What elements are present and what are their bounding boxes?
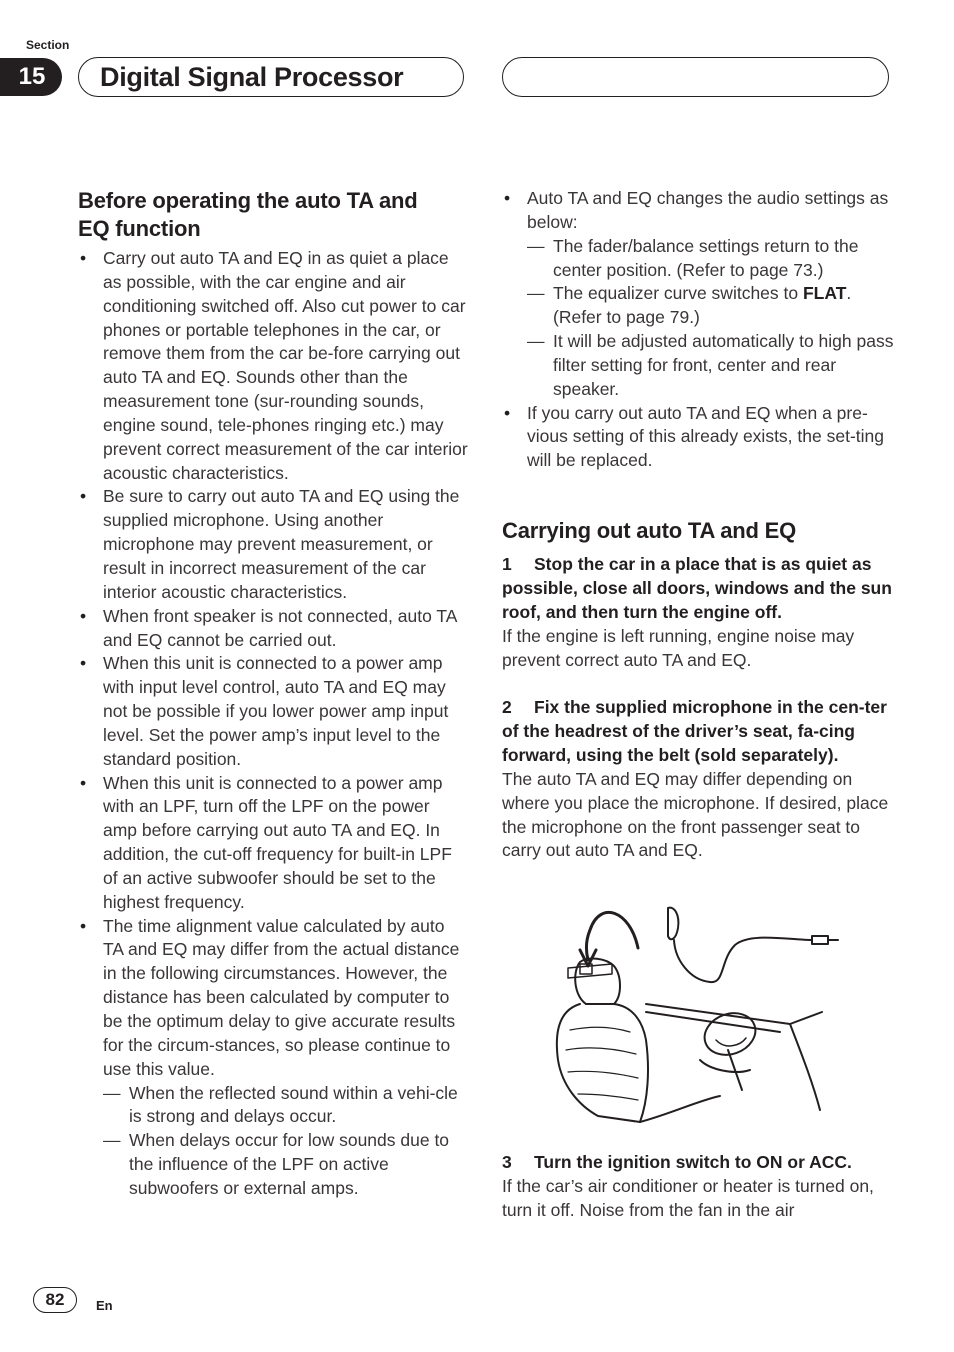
sub-list-item: — It will be adjusted automatically to high pass filter setting for front, center and rear speaker. [527, 331, 894, 399]
step-3-block [502, 1151, 894, 1223]
step-body: The auto TA and EQ may differ depending on where you place the microphone. If desired, place the microphone on the front passenger seat to carry out auto TA and EQ. [502, 768, 889, 861]
sub-list-text: . (Refer to page 79.) [553, 283, 852, 328]
step-title [502, 696, 894, 768]
sub-list-text: When the reflected sound within a vehi-cle is strong and delays occur. [129, 1082, 458, 1127]
list-item: • When front speaker is not connected, auto TA and EQ cannot be carried out. [78, 605, 468, 653]
step-number: 2 [502, 697, 512, 718]
section-number-badge: 15 [0, 58, 62, 96]
list-item: • Carry out auto TA and EQ in as quiet a place as possible, with the car engine and air conditioning switched off. Also cut power to car phones or portable telephones in the car, or remove them from the car be-fore carrying out auto TA and EQ. Sounds other than the measurement tone (sur-rounding sounds, engine sound, tele-phones ringing etc.) may prevent correct measurement of the car interior acoustic characteristics. [78, 247, 468, 485]
sub-list-text: The equalizer curve switches to [553, 283, 803, 304]
step-title [502, 1151, 894, 1175]
list-item: • If you carry out auto TA and EQ when a pre-vious setting of this already exists, the set-ting will be replaced. [502, 402, 894, 474]
flat-setting-label: FLAT [802, 283, 847, 304]
step-body: If the car’s air conditioner or heater is turned on, turn it off. Noise from the fan in the air [502, 1175, 874, 1220]
page-number: 82 [33, 1287, 77, 1313]
left-column [78, 187, 468, 1201]
page-title: Digital Signal Processor [100, 62, 404, 92]
sub-list-item: — The equalizer curve switches to FLAT. (Refer to page 79.) [527, 283, 852, 328]
section-label: Section [26, 38, 70, 52]
list-item: • The time alignment value calculated by auto TA and EQ may differ from the actual distance in the following circumstances. However, the distance has been calculated by computer to be the optimum delay to give accurate results for the circum-stances, so please continue to use this value. [78, 915, 468, 1082]
right-column [502, 187, 894, 863]
header-right-frame [502, 57, 889, 97]
language-label: En [96, 1298, 113, 1313]
sub-list-item: — When delays occur for low sounds due to the influence of the LPF on active subwoofers or external amps. [103, 1130, 450, 1198]
list-item: • Be sure to carry out auto TA and EQ using the supplied microphone. Using another microphone may prevent measurement, or result in incorrect measurement of the car interior acoustic characteristics. [78, 485, 468, 604]
list-item: • Auto TA and EQ changes the audio settings as below: [502, 187, 894, 235]
step-title-text: Stop the car in a place that is as quiet as possible, close all doors, windows and the sun roof, and then turn the engine off. [502, 554, 892, 622]
sub-list-item: — The fader/balance settings return to the center position. (Refer to page 73.) [527, 235, 859, 280]
microphone-headrest-illustration [550, 900, 840, 1128]
sub-list-text: The fader/balance settings return to the center position. (Refer to page 73.) [553, 235, 859, 280]
step-title-text: Fix the supplied microphone in the cen-ter of the headrest of the driver’s seat, fa-cing forward, using the belt (sold separately). [502, 697, 887, 766]
step-title [502, 553, 894, 625]
step-title-text: Turn the ignition switch to ON or ACC. [534, 1152, 852, 1172]
step-number: 1 [502, 554, 512, 575]
step-body: If the engine is left running, engine noise may prevent correct auto TA and EQ. [502, 625, 855, 670]
section-heading-carrying-out: Carrying out auto TA and EQ [502, 518, 797, 544]
list-item: • When this unit is connected to a power amp with input level control, auto TA and EQ may not be possible if you lower power amp input level. Set the power amp’s input level to the standard position. [78, 652, 468, 771]
sub-list-item: — When the reflected sound within a vehi-cle is strong and delays occur. [103, 1082, 458, 1127]
step-number: 3 [502, 1152, 512, 1172]
list-item: • When this unit is connected to a power amp with an LPF, turn off the LPF on the power amp before carrying out auto TA and EQ. In addition, the cut-off frequency for built-in LPF of an active subwoofer should be set to the highest frequency. [78, 772, 468, 915]
sub-list-text: When delays occur for low sounds due to the influence of the LPF on active subwoofers or external amps. [129, 1130, 450, 1198]
sub-list-text: It will be adjusted automatically to high pass filter setting for front, center and rear speaker. [553, 331, 894, 399]
section-heading-before-operating: Before operating the auto TA and EQ function [78, 188, 418, 241]
